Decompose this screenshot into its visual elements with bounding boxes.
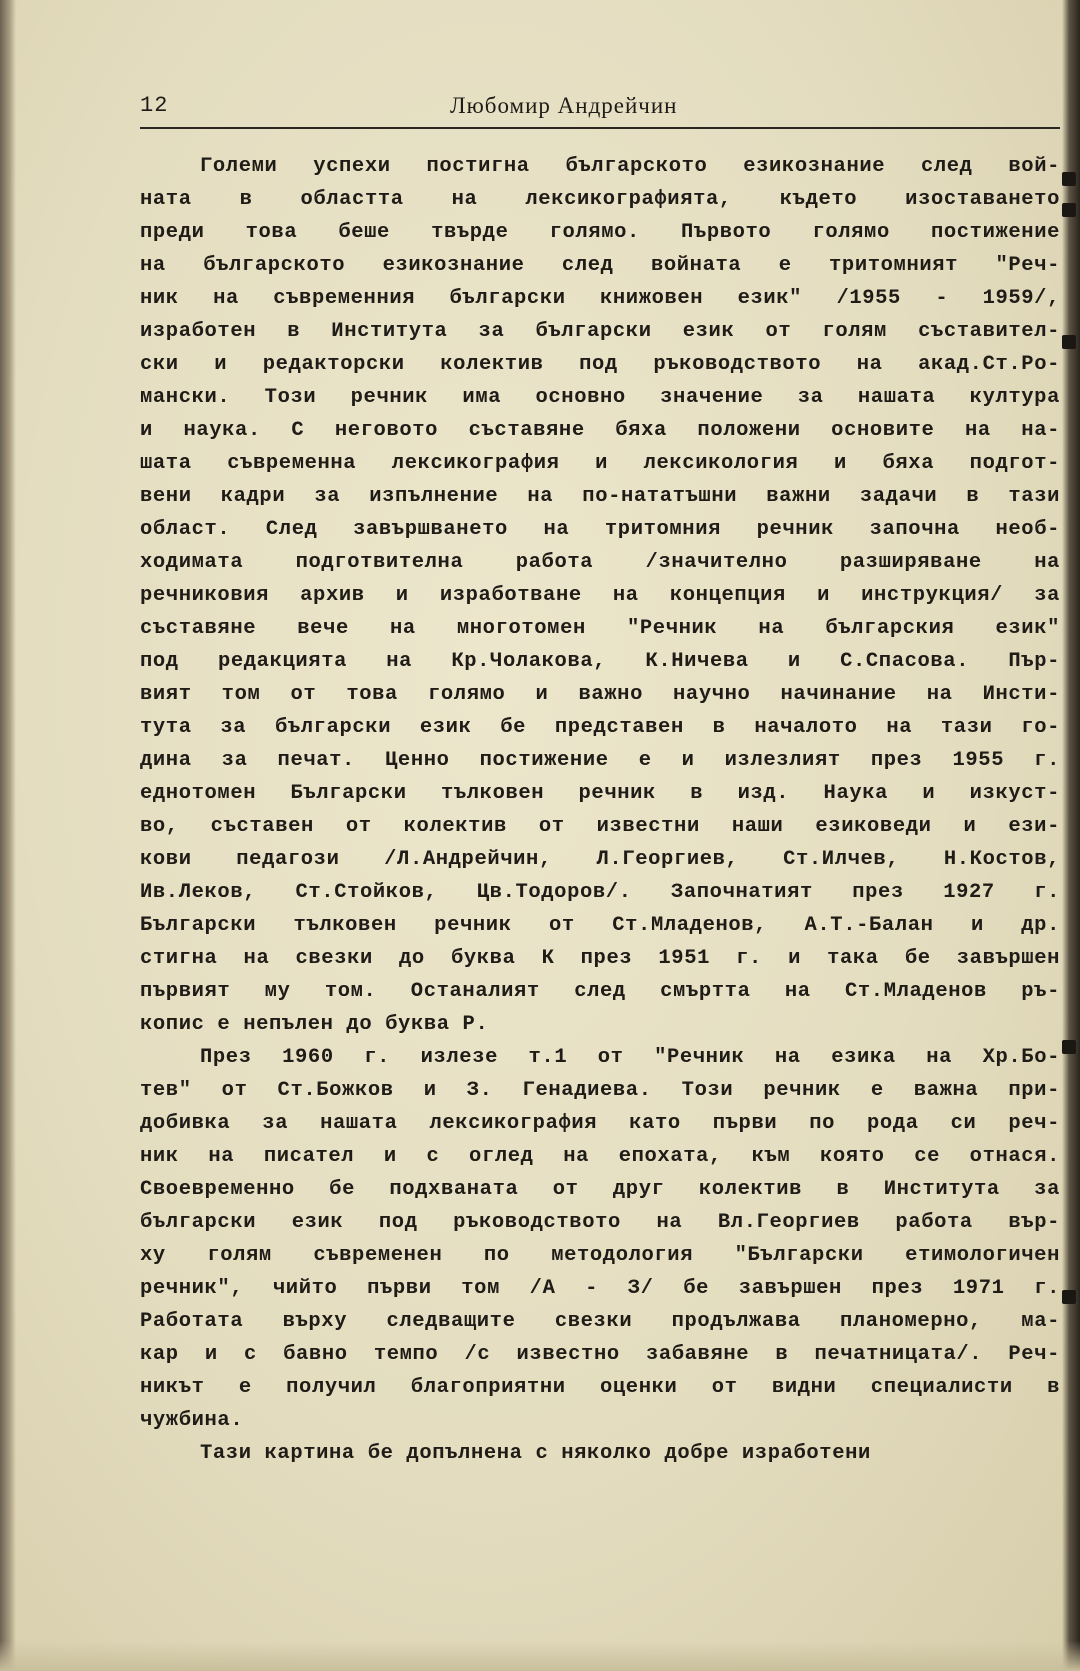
text-line: вени кадри за изпълнение на по-нататъшни важни задачи в тази [140,485,1060,508]
text-line: български език под ръководството на Вл.Георгиев работа вър- [140,1211,1060,1234]
edge-ink-mark [1062,203,1076,217]
edge-ink-mark [1062,1040,1076,1054]
page-number: 12 [140,93,169,118]
text-line: Ив.Леков, Ст.Стойков, Цв.Тодоров/. Започнатият през 1927 г. [140,881,1060,904]
text-line: вият том от това голямо и важно научно начинание на Инсти- [140,683,1060,706]
edge-ink-mark [1062,1290,1076,1304]
text-line: ходимата подготвителна работа /значително разширяване на [140,551,1060,574]
text-line: во, съставен от колектив от известни наши езиковеди и ези- [140,815,1060,838]
text-line: Своевременно бе подхваната от друг колектив в Института за [140,1178,1060,1201]
body-text [140,150,1060,1470]
edge-ink-mark [1062,335,1076,349]
text-line: Тази картина бе допълнена с няколко добре изработени [200,1442,871,1465]
page-header [140,93,1060,129]
text-line: ху голям съвременен по методология "Български етимологичен [140,1244,1060,1267]
text-line: шата съвременна лексикография и лексикология и бяха подгот- [140,452,1060,475]
text-line: първият му том. Останалият след смъртта на Ст.Младенов ръ- [140,980,1060,1003]
text-line: ски и редакторски колектив под ръководството на акад.Ст.Ро- [140,353,1060,376]
text-line: изработен в Института за български език от голям съставител- [140,320,1060,343]
text-line: ник на писател и с оглед на епохата, към която се отнася. [140,1145,1060,1168]
text-line: Големи успехи постигна българското езикознание след вой- [200,155,1060,178]
text-line: ната в областта на лексикографията, където изоставането [140,188,1060,211]
page-bottom-shade [0,1641,1080,1671]
running-title: Любомир Андрейчин [450,93,678,118]
text-line: речник", чийто първи том /А - З/ бе завършен през 1971 г. [140,1277,1060,1300]
page-right-binding [1062,0,1080,1671]
text-line: и наука. С неговото съставяне бяха положени основите на на- [140,419,1060,442]
text-line: никът е получил благоприятни оценки от видни специалисти в [140,1376,1060,1399]
text-line: копис е непълен до буква Р. [140,1013,489,1036]
text-line: област. След завършването на тритомния речник започна необ- [140,518,1060,541]
text-line: добивка за нашата лексикография като първи по рода си реч- [140,1112,1060,1135]
edge-ink-mark [1062,172,1076,186]
text-line: тута за български език бе представен в началото на тази го- [140,716,1060,739]
text-line: съставяне вече на многотомен "Речник на българския език" [140,617,1060,640]
text-line: Български тълковен речник от Ст.Младенов, А.Т.-Балан и др. [140,914,1060,937]
text-line: на българското езикознание след войната е тритомният "Реч- [140,254,1060,277]
text-line: ник на съвременния български книжовен език" /1955 - 1959/, [140,287,1060,310]
text-line: През 1960 г. излезе т.1 от "Речник на езика на Хр.Бо- [200,1046,1060,1069]
text-line: стигна на свезки до буква К през 1951 г. и така бе завършен [140,947,1060,970]
text-line: мански. Този речник има основно значение за нашата култура [140,386,1060,409]
text-line: чужбина. [140,1409,244,1432]
text-line: кови педагози /Л.Андрейчин, Л.Георгиев, Ст.Илчев, Н.Костов, [140,848,1060,871]
text-line: дина за печат. Ценно постижение е и излезлият през 1955 г. [140,749,1060,772]
text-line: кар и с бавно темпо /с известно забавяне в печатницата/. Реч- [140,1343,1060,1366]
text-line: еднотомен Български тълковен речник в изд. Наука и изкуст- [140,782,1060,805]
page-left-shadow [0,0,16,1671]
text-line: Работата върху следващите свезки продължава планомерно, ма- [140,1310,1060,1333]
text-line: речниковия архив и изработване на концепция и инструкция/ за [140,584,1060,607]
text-line: преди това беше твърде голямо. Първото голямо постижение [140,221,1060,244]
text-line: тев" от Ст.Божков и З. Генадиева. Този речник е важна при- [140,1079,1060,1102]
text-line: под редакцията на Кр.Чолакова, К.Ничева и С.Спасова. Пър- [140,650,1060,673]
